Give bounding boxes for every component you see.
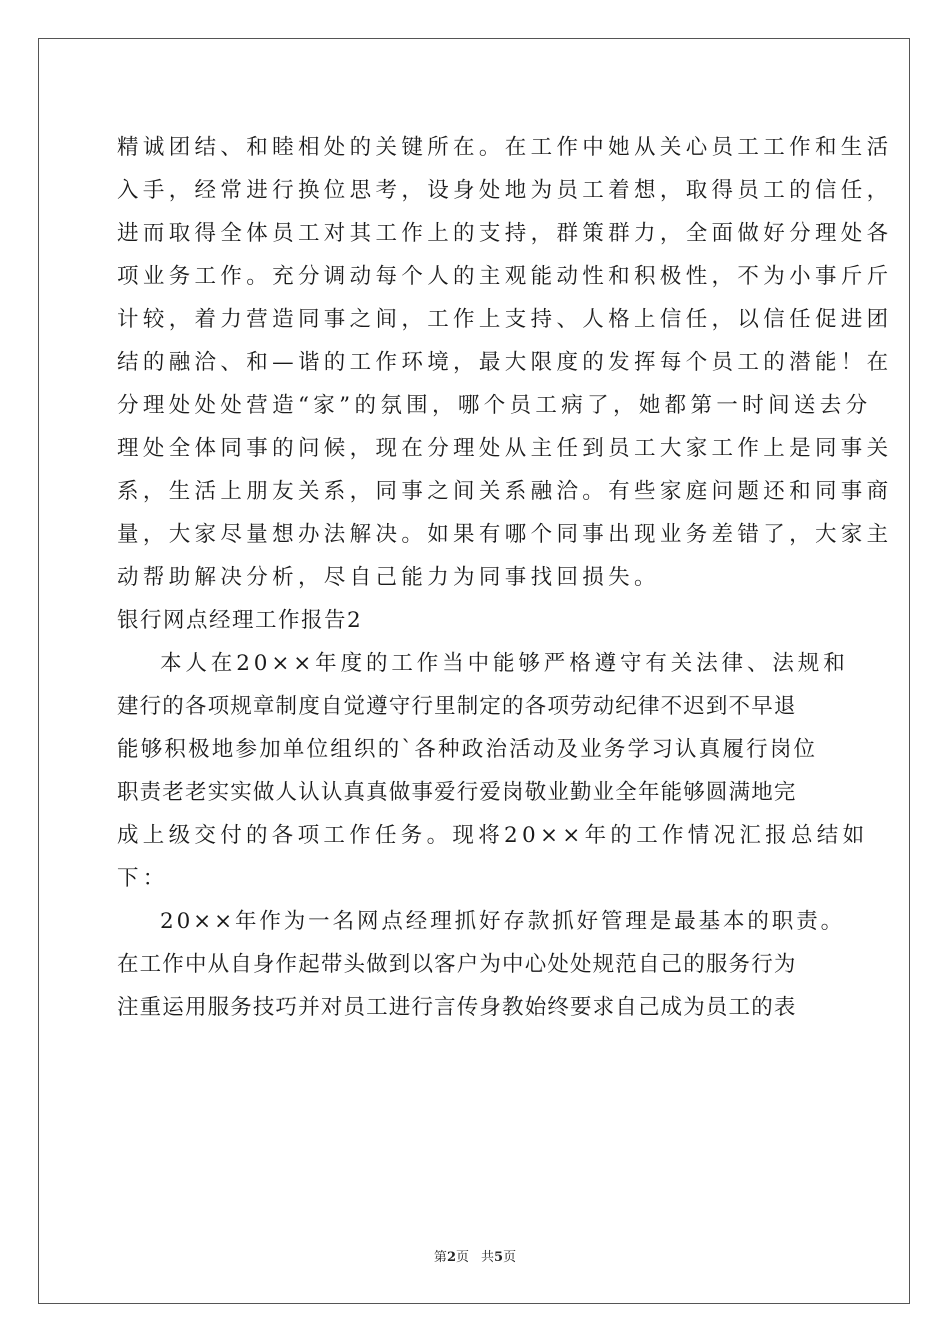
text-line: 分理处处处营造“家”的氛围，哪个员工病了，她都第一时间送去分 bbox=[117, 393, 872, 418]
total-page-number: 5 bbox=[494, 1250, 504, 1265]
total-suffix: 页 bbox=[503, 1250, 517, 1265]
paragraph-3 bbox=[117, 900, 845, 1029]
current-page-number: 2 bbox=[446, 1250, 456, 1265]
page-suffix: 页 bbox=[455, 1250, 469, 1265]
text-line: 理处全体同事的问候，现在分理处从主任到员工大家工作上是同事关 bbox=[117, 436, 893, 461]
text-line: 精诚团结、和睦相处的关键所在。在工作中她从关心员工工作和生活 bbox=[117, 135, 893, 160]
total-prefix: 共 bbox=[481, 1250, 495, 1265]
text-line: 动帮助解决分析，尽自己能力为同事找回损失。 bbox=[117, 565, 660, 590]
text-line: 项业务工作。充分调动每个人的主观能动性和积极性，不为小事斤斤 bbox=[117, 264, 893, 289]
text-line: 量，大家尽量想办法解决。如果有哪个同事出现业务差错了，大家主 bbox=[117, 522, 893, 547]
text-line: 能够积极地参加单位组织的`各种政治活动及业务学习认真履行岗位 bbox=[117, 737, 818, 762]
page-prefix: 第 bbox=[433, 1250, 447, 1265]
section-heading: 银行网点经理工作报告2 bbox=[117, 608, 363, 633]
text-line: 20××年作为一名网点经理抓好存款抓好管理是最基本的职责。 bbox=[160, 909, 845, 934]
text-line: 进而取得全体员工对其工作上的支持，群策群力，全面做好分理处各 bbox=[117, 221, 893, 246]
text-line: 本人在20××年度的工作当中能够严格遵守有关法律、法规和 bbox=[160, 651, 849, 676]
paragraph-1 bbox=[117, 126, 893, 599]
text-line: 注重运用服务技巧并对员工进行言传身教始终要求自己成为员工的表 bbox=[117, 995, 797, 1020]
text-line: 成上级交付的各项工作任务。现将20××年的工作情况汇报总结如 bbox=[117, 823, 869, 848]
document-body bbox=[117, 126, 893, 1029]
text-line: 下： bbox=[117, 866, 169, 891]
text-line: 系，生活上朋友关系，同事之间关系融洽。有些家庭问题还和同事商 bbox=[117, 479, 893, 504]
text-line: 入手，经常进行换位思考，设身处地为员工着想，取得员工的信任， bbox=[117, 178, 893, 203]
text-line: 职责老老实实做人认认真真做事爱行爱岗敬业勤业全年能够圆满地完 bbox=[117, 780, 797, 805]
text-line: 结的融洽、和—谐的工作环境，最大限度的发挥每个员工的潜能！在 bbox=[117, 350, 893, 375]
text-line: 计较，着力营造同事之间，工作上支持、人格上信任，以信任促进团 bbox=[117, 307, 893, 332]
paragraph-2 bbox=[117, 642, 869, 900]
text-line: 在工作中从自身作起带头做到以客户为中心处处规范自己的服务行为 bbox=[117, 952, 797, 977]
page-footer bbox=[0, 1246, 950, 1265]
text-line: 建行的各项规章制度自觉遵守行里制定的各项劳动纪律不迟到不早退 bbox=[117, 694, 797, 719]
